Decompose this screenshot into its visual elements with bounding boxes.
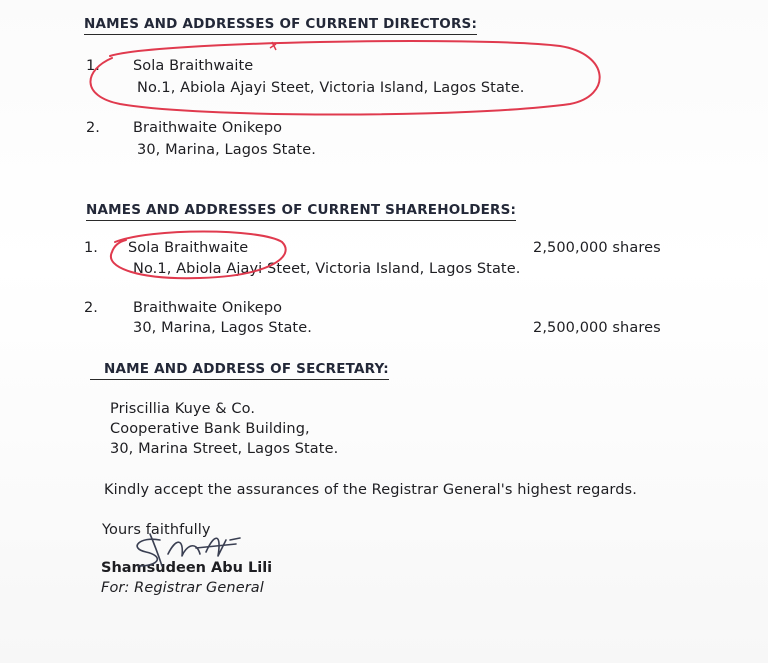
valediction: Yours faithfully (102, 522, 211, 538)
red-circle-annotation (90, 41, 599, 114)
secretary-heading: NAME AND ADDRESS OF SECRETARY: (104, 361, 389, 377)
shareholder-2-number: 2. (84, 300, 98, 316)
closing-sentence: Kindly accept the assurances of the Registrar General's highest regards. (104, 482, 637, 498)
secretary-line-2: Cooperative Bank Building, (110, 421, 310, 437)
shareholder-1-address: No.1, Abiola Ajayi Steet, Victoria Island, Lagos State. (133, 261, 521, 277)
shareholder-2-address: 30, Marina, Lagos State. (133, 320, 312, 336)
shareholder-2-shares: 2,500,000 shares (533, 320, 661, 336)
shareholder-2-name: Braithwaite Onikepo (133, 300, 283, 316)
secretary-line-1: Priscillia Kuye & Co. (110, 401, 256, 417)
director-2-name: Braithwaite Onikepo (133, 120, 283, 136)
director-2-address: 30, Marina, Lagos State. (137, 142, 316, 158)
directors-heading: NAMES AND ADDRESSES OF CURRENT DIRECTORS: (84, 16, 478, 32)
director-1-number: 1. (86, 58, 100, 74)
director-2-number: 2. (86, 120, 100, 136)
secretary-line-3: 30, Marina Street, Lagos State. (110, 441, 339, 457)
shareholders-heading: NAMES AND ADDRESSES OF CURRENT SHAREHOLDERS: (86, 202, 517, 218)
director-1-name: Sola Braithwaite (133, 58, 254, 74)
shareholder-1-shares: 2,500,000 shares (533, 240, 661, 256)
shareholder-1-number: 1. (84, 240, 98, 256)
signatory-role: For: Registrar General (101, 580, 264, 596)
director-1-address: No.1, Abiola Ajayi Steet, Victoria Island, Lagos State. (137, 80, 525, 96)
signatory-name: Shamsudeen Abu Lili (101, 560, 273, 576)
shareholder-1-name: Sola Braithwaite (128, 240, 249, 256)
